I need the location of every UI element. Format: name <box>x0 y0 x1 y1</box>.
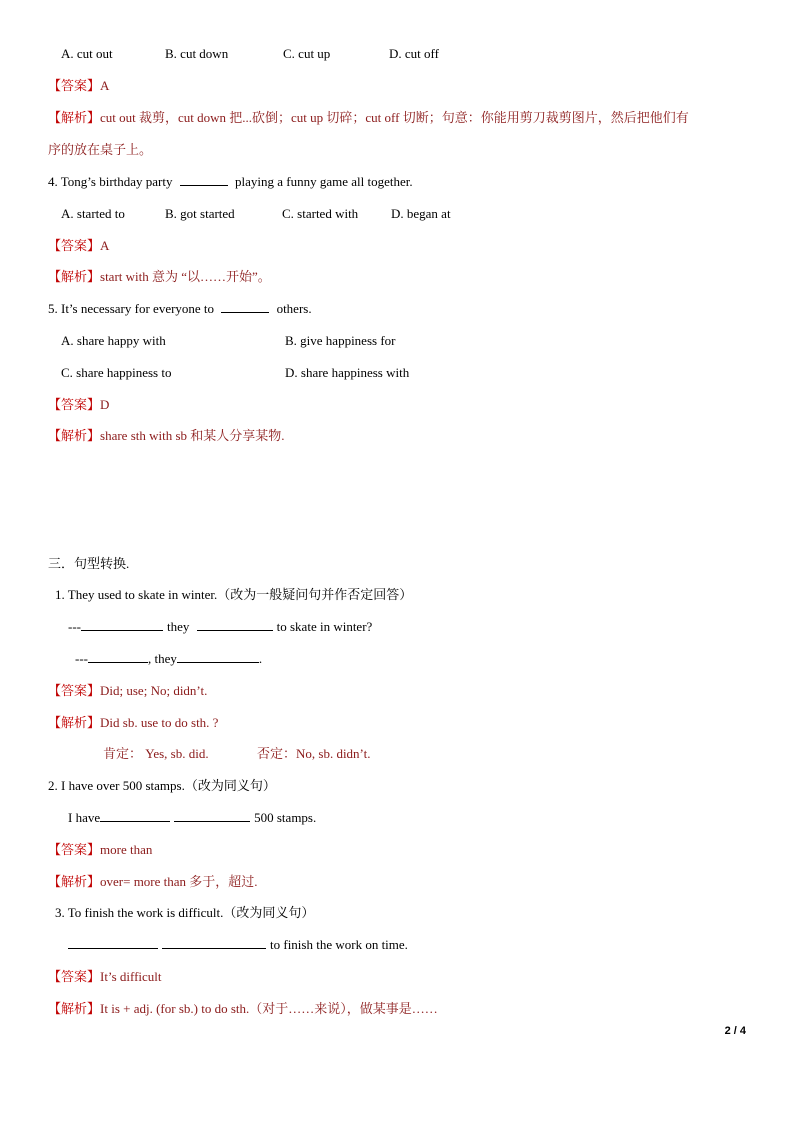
blank <box>100 809 170 822</box>
q4-answer <box>48 237 109 255</box>
s2-answer <box>48 841 152 859</box>
q5-answer <box>48 396 109 414</box>
s3-analysis <box>48 1000 438 1018</box>
q5-analysis <box>48 427 285 445</box>
q4-stem-start: 4. Tong’s birthday party <box>48 174 173 189</box>
s1-answer <box>48 682 207 700</box>
q5-option-b: B. give happiness for <box>285 333 396 348</box>
q3-option-a: A. cut out <box>61 46 113 61</box>
answer-tag: 【答案】 <box>48 238 101 253</box>
answer-text: A <box>100 78 110 93</box>
analysis-tag: 【解析】 <box>48 269 101 284</box>
s2-line <box>68 809 316 827</box>
answer-text: It’s difficult <box>100 969 162 984</box>
q3-option-d: D. cut off <box>389 46 439 61</box>
answer-text: A <box>100 238 110 253</box>
word: to skate in winter? <box>276 619 373 634</box>
q5-stem-start: 5. It’s necessary for everyone to <box>48 301 215 316</box>
word: they <box>167 619 190 634</box>
s3-stem: 3. To finish the work is difficult.（改为同义句） <box>55 905 315 920</box>
q4-option-c: C. started with <box>282 206 359 221</box>
blank <box>180 173 228 186</box>
q5-stem <box>48 300 312 318</box>
q3-answer <box>48 77 109 95</box>
analysis-text: start with 意为 “以……开始”。 <box>100 269 271 284</box>
analysis-tag: 【解析】 <box>48 715 101 730</box>
dash: --- <box>75 651 88 666</box>
answer-tag: 【答案】 <box>48 969 101 984</box>
q3-analysis-cont: 序的放在桌子上。 <box>48 142 153 157</box>
q4-analysis <box>48 268 271 286</box>
q4-option-d: D. began at <box>391 206 451 221</box>
blank <box>177 650 259 663</box>
q3-option-c: C. cut up <box>283 46 331 61</box>
s3-line <box>68 936 408 954</box>
s3-answer <box>48 968 162 986</box>
blank <box>197 618 273 631</box>
q4-option-a: A. started to <box>61 206 125 221</box>
s2-stem: 2. I have over 500 stamps.（改为同义句） <box>48 778 276 793</box>
blank <box>68 936 158 949</box>
blank <box>88 650 148 663</box>
analysis-text: over= more than 多于，超过. <box>100 874 258 889</box>
dash: --- <box>68 619 81 634</box>
q3-option-b: B. cut down <box>165 46 229 61</box>
s1-line1 <box>68 618 372 636</box>
answer-tag: 【答案】 <box>48 842 101 857</box>
word: . <box>258 651 263 666</box>
answer-text: D <box>100 397 110 412</box>
analysis-text: cut out 裁剪，cut down 把...砍倒；cut up 切碎；cut off 切断；句意：你能用剪刀裁剪图片，然后把他们有 <box>100 110 689 125</box>
blank <box>162 936 266 949</box>
analysis-text: Did sb. use to do sth. ? <box>100 715 219 730</box>
q4-stem-end: playing a funny game all together. <box>235 174 413 189</box>
q5-option-d: D. share happiness with <box>285 365 410 380</box>
answer-tag: 【答案】 <box>48 683 101 698</box>
answer-text: more than <box>100 842 153 857</box>
blank <box>174 809 250 822</box>
s1-analysis <box>48 714 218 732</box>
answer-text: Did; use; No; didn’t. <box>100 683 208 698</box>
q5-option-c: C. share happiness to <box>61 365 172 380</box>
q5-stem-end: others. <box>276 301 312 316</box>
word: , they <box>148 651 177 666</box>
word: to finish the work on time. <box>270 937 408 952</box>
q4-option-b: B. got started <box>165 206 235 221</box>
word: I have <box>68 810 101 825</box>
s1-stem: 1. They used to skate in winter.（改为一般疑问句并作否定回答） <box>55 587 413 602</box>
s1-positive: 肯定： Yes, sb. did. <box>103 746 209 761</box>
blank <box>221 300 269 313</box>
analysis-tag: 【解析】 <box>48 1001 101 1016</box>
analysis-tag: 【解析】 <box>48 428 101 443</box>
analysis-text: It is + adj. (for sb.) to do sth.（对于……来说），做某事是…… <box>100 1001 438 1016</box>
s1-line2 <box>75 650 262 668</box>
page-number: 2 / 4 <box>724 1025 746 1037</box>
analysis-text: share sth with sb 和某人分享某物. <box>100 428 285 443</box>
analysis-tag: 【解析】 <box>48 874 101 889</box>
s2-analysis <box>48 873 258 891</box>
q4-stem <box>48 173 413 191</box>
word: 500 stamps. <box>254 810 317 825</box>
q5-option-a: A. share happy with <box>61 333 166 348</box>
answer-tag: 【答案】 <box>48 78 101 93</box>
q3-analysis <box>48 109 689 127</box>
blank <box>81 618 163 631</box>
answer-tag: 【答案】 <box>48 397 101 412</box>
s1-negative: 否定：No, sb. didn’t. <box>257 746 371 761</box>
analysis-tag: 【解析】 <box>48 110 101 125</box>
section-title: 三．句型转换. <box>48 556 130 571</box>
